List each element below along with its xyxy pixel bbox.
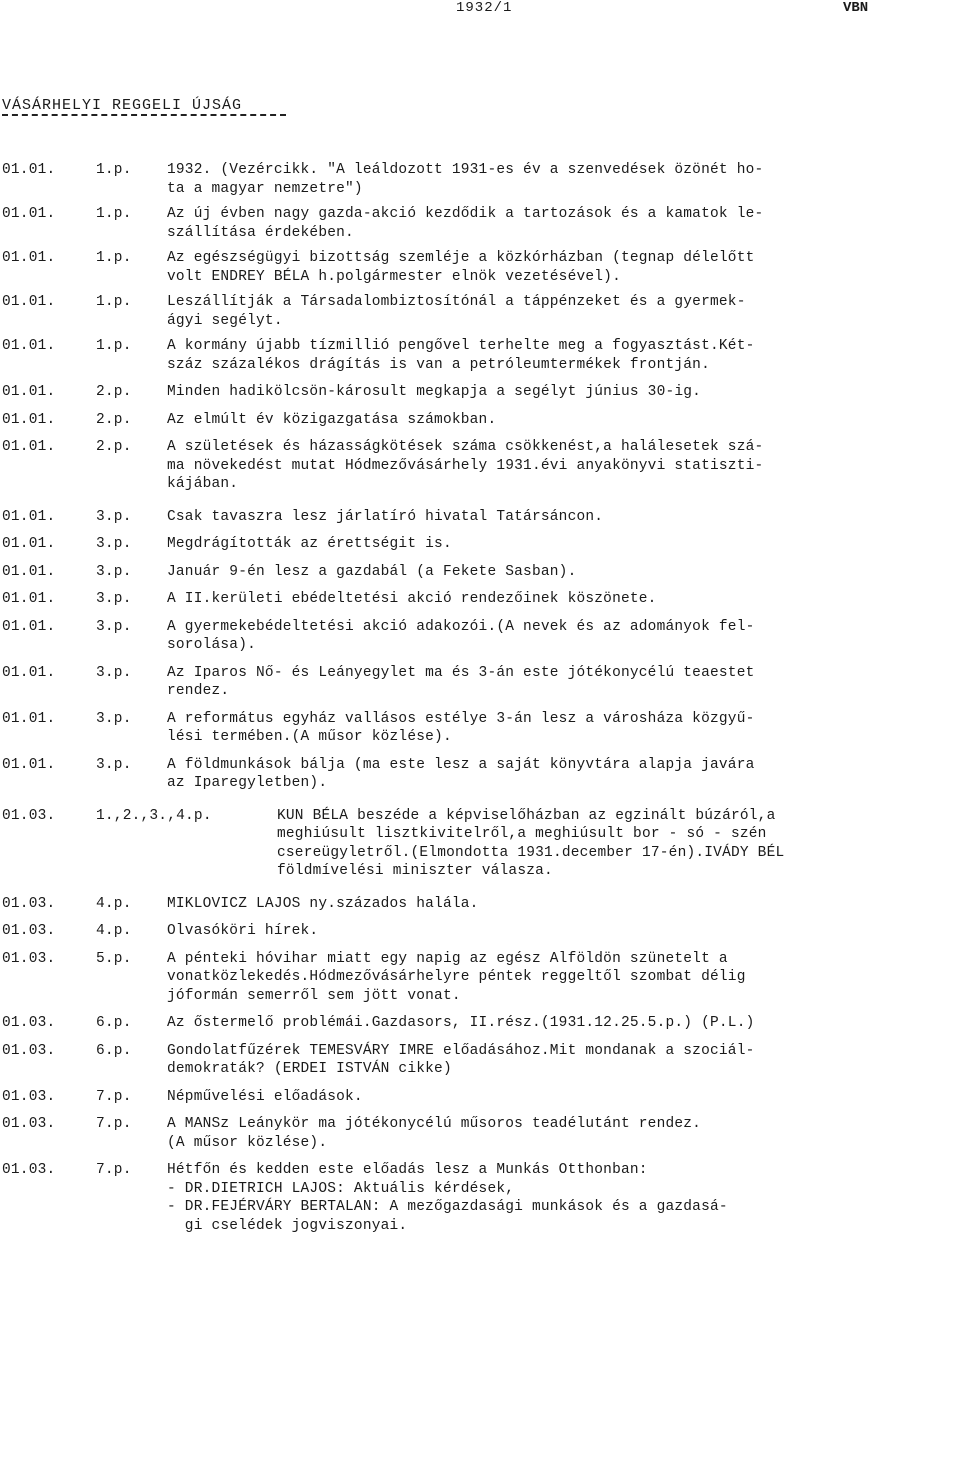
entry-text-line: Megdrágították az érettségit is. <box>167 536 452 552</box>
entry-date: 01.01. <box>2 591 56 607</box>
entry-text-line: A gyermekebédeltetési akció adakozói.(A nevek és az adományok fel- <box>167 618 755 635</box>
entry-text <box>167 922 952 941</box>
entry-text <box>167 710 952 747</box>
entry-text-line: kájában. <box>167 476 239 492</box>
entry-date: 01.01. <box>2 439 56 455</box>
entry-page: 3.p. <box>96 664 132 681</box>
entry-text-line: A református egyház vallásos estélye 3-án lesz a városháza közgyű- <box>167 710 755 727</box>
entry-page: 3.p. <box>96 563 132 580</box>
entry-text <box>167 1014 952 1033</box>
entry-page: 7.p. <box>96 1162 132 1178</box>
entry-text-line: A születések és házasságkötések száma csökkenést,a halálesetek szá- <box>167 439 764 455</box>
entry-page: 7.p. <box>96 1088 132 1105</box>
entry-text-line: Január 9-én lesz a gazdabál (a Fekete Sasban). <box>167 563 577 580</box>
entry-text <box>167 895 952 914</box>
entry-row <box>0 1115 960 1152</box>
entry-text-line: A kormány újabb tízmillió pengővel terhelte meg a fogyasztást.Két- <box>167 338 755 354</box>
entry-row <box>0 590 960 609</box>
entry-text <box>167 205 952 242</box>
entry-text <box>167 1115 952 1152</box>
entry-text-line: rendez. <box>167 683 230 699</box>
entry-date: 01.01. <box>2 618 56 635</box>
entry-text <box>167 293 952 330</box>
entry-row <box>0 1161 960 1235</box>
entry-text-line: 1932. (Vezércikk. "A leáldozott 1931-es év a szenvedések özönét ho- <box>167 162 764 178</box>
entry-text <box>167 664 952 701</box>
entry-text-line: A II.kerületi ebédeltetési akció rendezőinek köszönete. <box>167 591 657 607</box>
entry-text-line: Az őstermelő problémái.Gazdasors, II.rész.(1931.12.25.5.p.) (P.L.) <box>167 1015 755 1031</box>
entry-row <box>0 950 960 1006</box>
entry-text-line: Gondolatfűzérek TEMESVÁRY IMRE előadásához.Mit mondanak a szociál- <box>167 1042 755 1059</box>
entry-text-line: meghiúsult lisztkivitelről,a meghiúsult bor - só - szén <box>277 826 767 842</box>
entry-date: 01.01. <box>2 250 56 266</box>
entry-page: 6.p. <box>96 1015 132 1031</box>
entry-text-line: Az elmúlt év közigazgatása számokban. <box>167 411 497 428</box>
entry-date: 01.03. <box>2 807 56 824</box>
entry-text-line: ma növekedést mutat Hódmezővásárhely 1931.évi anyakönyvi statiszti- <box>167 457 764 474</box>
entry-text-line: jóformán semerről sem jött vonat. <box>167 987 461 1004</box>
entry-date: 01.03. <box>2 1162 56 1178</box>
entry-text-line: (A műsor közlése). <box>167 1134 328 1151</box>
entry-date: 01.01. <box>2 508 56 525</box>
entry-text-line: az Iparegyletben). <box>167 775 328 791</box>
entry-row <box>0 664 960 701</box>
entry-date: 01.01. <box>2 563 56 580</box>
entry-row <box>0 438 960 494</box>
entry-text <box>167 950 952 1006</box>
title-underline <box>2 114 286 116</box>
entry-row <box>0 710 960 747</box>
entry-page: 1.p. <box>96 338 132 354</box>
entry-date: 01.01. <box>2 536 56 552</box>
entry-text-line: csereügyletről.(Elmondotta 1931.december 17-én).IVÁDY BÉL <box>277 844 785 861</box>
entry-page: 7.p. <box>96 1116 132 1132</box>
entry-text-line: sorolása). <box>167 637 257 653</box>
entry-text-line: KUN BÉLA beszéde a képviselőházban az egzinált búzáról,a <box>277 807 776 824</box>
entry-text <box>167 590 952 609</box>
entry-text-line: demokraták? (ERDEI ISTVÁN cikke) <box>167 1061 452 1077</box>
entry-text-line: volt ENDREY BÉLA h.polgármester elnök vezetésével). <box>167 268 621 285</box>
document-id: 1932/1 <box>456 0 513 16</box>
entry-row <box>0 508 960 527</box>
entry-text <box>167 618 952 655</box>
entry-date: 01.01. <box>2 162 56 178</box>
entry-text-line: A pénteki hóvihar miatt egy napig az egész Alföldön szünetelt a <box>167 950 728 967</box>
entry-row <box>0 563 960 582</box>
entry-text <box>167 1088 952 1107</box>
entry-text <box>167 438 952 494</box>
entry-row <box>0 922 960 941</box>
entry-date: 01.01. <box>2 756 56 773</box>
entry-date: 01.03. <box>2 1116 56 1132</box>
entry-text-line: Leszállítják a Társadalombiztosítónál a táppénzeket és a gyermek- <box>167 294 746 310</box>
entry-date: 01.03. <box>2 1042 56 1059</box>
entry-text-line: Minden hadikölcsön-károsult megkapja a segélyt június 30-ig. <box>167 384 702 400</box>
entry-text <box>167 1161 952 1235</box>
entry-page: 4.p. <box>96 923 132 939</box>
entry-text-line: Az új évben nagy gazda-akció kezdődik a tartozások és a kamatok le- <box>167 206 764 222</box>
entry-page: 1.p. <box>96 206 132 222</box>
entry-page: 1.p. <box>96 250 132 266</box>
entry-row <box>0 249 960 286</box>
entry-text <box>277 807 952 881</box>
entry-text-line: MIKLOVICZ LAJOS ny.százados halála. <box>167 895 479 912</box>
entry-row <box>0 337 960 374</box>
entry-page: 2.p. <box>96 411 132 428</box>
entry-date: 01.01. <box>2 384 56 400</box>
entry-text <box>167 508 952 527</box>
entry-date: 01.03. <box>2 895 56 912</box>
entry-text-line: szállítása érdekében. <box>167 224 354 241</box>
entry-text <box>167 411 952 430</box>
entry-row <box>0 411 960 430</box>
entry-text-line: gi cselédek jogviszonyai. <box>167 1217 408 1234</box>
author-initials: VBN <box>843 0 869 16</box>
entry-page: 3.p. <box>96 756 132 773</box>
entry-page: 3.p. <box>96 710 132 727</box>
entry-row <box>0 383 960 402</box>
entry-row <box>0 535 960 554</box>
entry-row <box>0 1088 960 1107</box>
entry-text-line: ágyi segélyt. <box>167 312 283 329</box>
entry-text-line: A földmunkások bálja (ma este lesz a saját könyvtára alapja javára <box>167 756 755 773</box>
entry-row <box>0 205 960 242</box>
entry-page: 1.p. <box>96 162 132 178</box>
entry-row <box>0 807 960 881</box>
entry-page: 5.p. <box>96 950 132 967</box>
entry-page: 6.p. <box>96 1042 132 1059</box>
entry-row <box>0 161 960 198</box>
entry-date: 01.01. <box>2 338 56 354</box>
entry-text <box>167 249 952 286</box>
entry-text-line: száz százalékos drágítás is van a petróleumtermékek frontján. <box>167 356 710 373</box>
entry-row <box>0 756 960 793</box>
entry-page: 3.p. <box>96 508 132 525</box>
entry-date: 01.01. <box>2 664 56 681</box>
entry-page: 1.,2.,3.,4.p. <box>96 807 212 824</box>
entry-text <box>167 161 952 198</box>
entry-row <box>0 895 960 914</box>
entry-text-line: földmívelési miniszter válasza. <box>277 863 553 879</box>
entry-text-line: Hétfőn és kedden este előadás lesz a Munkás Otthonban: <box>167 1162 648 1178</box>
entry-text-line: ta a magyar nemzetre") <box>167 180 363 197</box>
entry-row <box>0 293 960 330</box>
entry-row <box>0 1014 960 1033</box>
entry-date: 01.01. <box>2 710 56 727</box>
entry-page: 3.p. <box>96 536 132 552</box>
entry-text <box>167 535 952 554</box>
entry-text <box>167 337 952 374</box>
entry-text-line: Olvasóköri hírek. <box>167 923 319 939</box>
entry-date: 01.01. <box>2 411 56 428</box>
publication-title: VÁSÁRHELYI REGGELI ÚJSÁG <box>2 97 243 114</box>
entry-text-line: lési termében.(A műsor közlése). <box>167 729 452 745</box>
entry-text-line: Népművelési előadások. <box>167 1088 363 1105</box>
entry-text-line: vonatközlekedés.Hódmezővásárhelyre péntek reggeltől szombat délig <box>167 969 746 985</box>
entry-text-line: Az egészségügyi bizottság szemléje a közkórházban (tegnap délelőtt <box>167 250 755 266</box>
entry-text-line: - DR.FEJÉRVÁRY BERTALAN: A mezőgazdasági munkások és a gazdasá- <box>167 1199 728 1215</box>
entry-page: 3.p. <box>96 618 132 635</box>
entry-page: 1.p. <box>96 294 132 310</box>
entry-date: 01.03. <box>2 1015 56 1031</box>
entry-text <box>167 1042 952 1079</box>
entry-text-line: Csak tavaszra lesz járlatíró hivatal Tatársáncon. <box>167 508 604 525</box>
entry-text <box>167 756 952 793</box>
entry-text-line: Az Iparos Nő- és Leányegylet ma és 3-án este jótékonycélú teaestet <box>167 664 755 681</box>
entry-date: 01.01. <box>2 206 56 222</box>
entry-page: 4.p. <box>96 895 132 912</box>
entry-row <box>0 1042 960 1079</box>
entry-page: 2.p. <box>96 384 132 400</box>
entry-page: 3.p. <box>96 591 132 607</box>
entry-row <box>0 618 960 655</box>
entry-date: 01.03. <box>2 950 56 967</box>
entry-page: 2.p. <box>96 439 132 455</box>
entry-date: 01.03. <box>2 923 56 939</box>
entry-date: 01.03. <box>2 1088 56 1105</box>
entry-text-line: - DR.DIETRICH LAJOS: Aktuális kérdések, <box>167 1180 515 1197</box>
entry-text-line: A MANSz Leánykör ma jótékonycélú műsoros teadélutánt rendez. <box>167 1116 702 1132</box>
entry-text <box>167 563 952 582</box>
entry-list <box>0 152 960 1235</box>
entry-date: 01.01. <box>2 294 56 310</box>
entry-text <box>167 383 952 402</box>
